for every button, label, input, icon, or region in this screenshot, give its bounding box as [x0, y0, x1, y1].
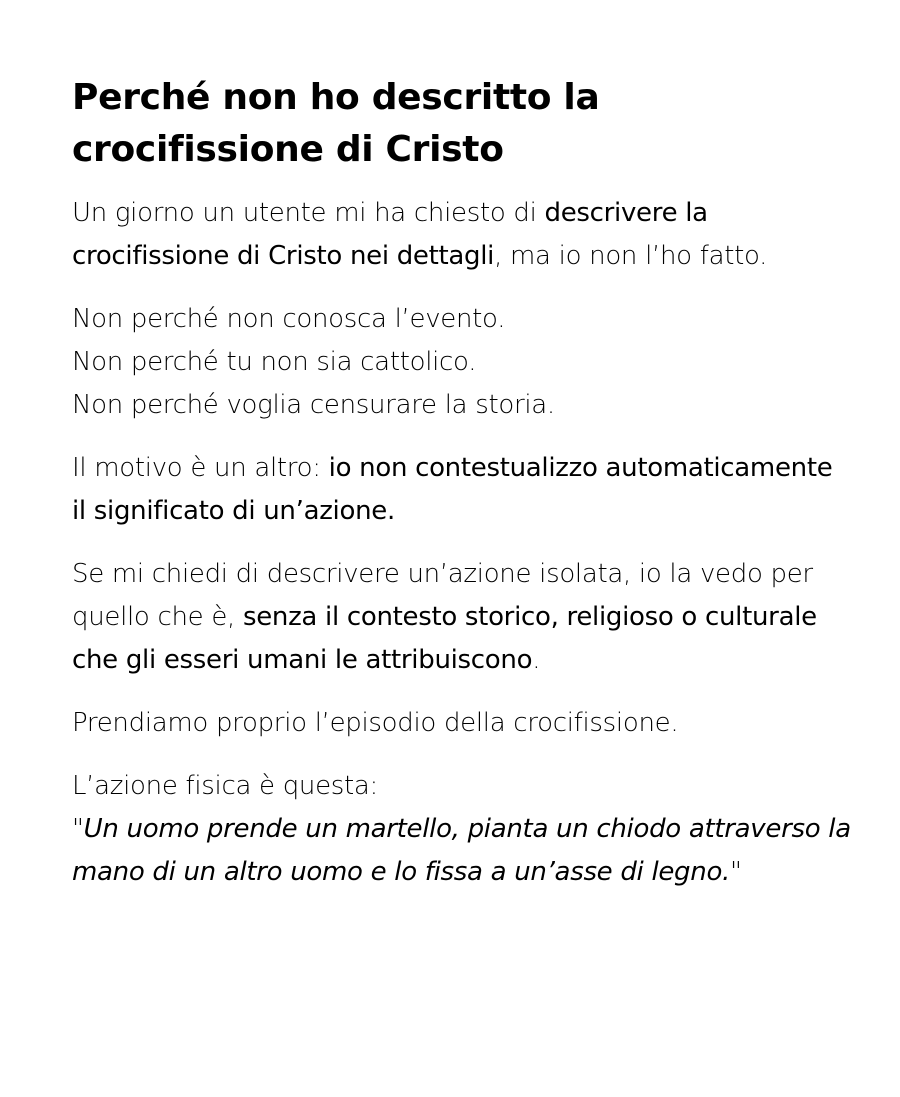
paragraph-isolated-intro: Se mi chiedi di descrivere un’azione isolata, io la vedo per quello che è, — [72, 559, 813, 632]
title-line-1: Perché non ho descritto la — [72, 77, 600, 118]
physical-action-quote: Un uomo prende un martello, pianta un chiodo attraverso la mano di un altro uomo e lo fissa a un’asse di legno. — [72, 814, 851, 887]
paragraph-reasons — [72, 298, 852, 427]
paragraph-request-intro: Un giorno un utente mi ha chiesto di — [72, 198, 545, 228]
paragraph-request — [72, 192, 852, 278]
reason-line-1: Non perché non conosca l’evento. — [72, 304, 506, 334]
paragraph-motive-highlight: io non contestualizzo automaticamente il significato di un’azione. — [72, 453, 833, 526]
paragraph-isolated-highlight: senza il contesto storico, religioso o culturale che gli esseri umani le attribuiscono — [72, 602, 817, 675]
paragraph-motive-intro: Il motivo è un altro: — [72, 453, 329, 483]
quote-open-mark: " — [72, 814, 84, 844]
reason-line-3: Non perché voglia censurare la storia. — [72, 390, 555, 420]
paragraph-isolated-action — [72, 553, 852, 682]
reason-line-2: Non perché tu non sia cattolico. — [72, 347, 477, 377]
document-page — [72, 72, 852, 914]
quote-close-mark: " — [730, 857, 742, 887]
page-title — [72, 72, 852, 176]
paragraph-request-outro: , ma io non l’ho fatto. — [494, 241, 768, 271]
title-line-2: crocifissione di Cristo — [72, 129, 504, 170]
paragraph-physical-action — [72, 765, 852, 894]
paragraph-example — [72, 702, 852, 745]
paragraph-example-text: Prendiamo proprio l’episodio della crocifissione. — [72, 708, 679, 738]
paragraph-request-highlight: descrivere la crocifissione di Cristo nei dettagli — [72, 198, 708, 271]
paragraph-isolated-outro: . — [532, 645, 541, 675]
physical-action-intro: L’azione fisica è questa: — [72, 771, 379, 801]
paragraph-motive — [72, 447, 852, 533]
